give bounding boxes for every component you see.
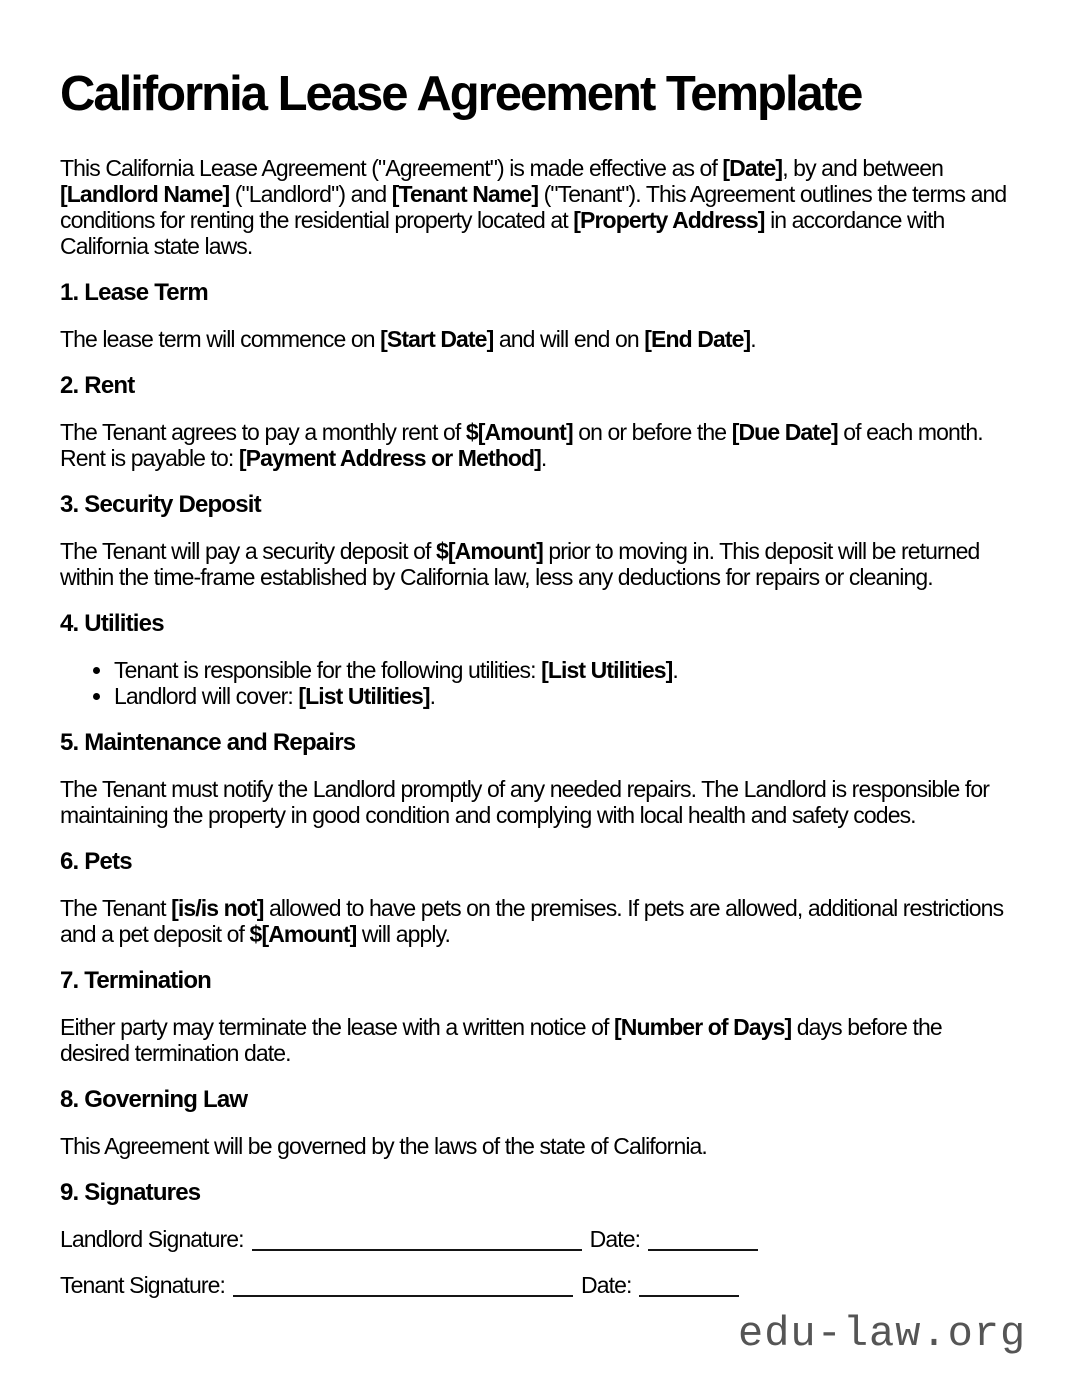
- signature-line: [252, 1249, 582, 1251]
- section-heading-security-deposit: 3. Security Deposit: [60, 491, 261, 518]
- signature-label: Tenant Signature:: [60, 1272, 225, 1298]
- intro-paragraph: This California Lease Agreement ("Agreement") is made effective as of [Date], by and between [Landlord Name] ("Landlord") and [Tenant Name] ("Tenant"). This Agreement outlines the terms and conditions for renting the residential property located at [Property Address] in accordance with California state laws.: [60, 155, 1007, 259]
- section-heading-lease-term: 1. Lease Term: [60, 279, 208, 306]
- signature-line: [233, 1295, 573, 1297]
- section-utilities: [60, 611, 1015, 709]
- section-heading-signatures: 9. Signatures: [60, 1179, 201, 1206]
- section-termination: [60, 968, 1015, 1066]
- section-paragraph: This Agreement will be governed by the laws of the state of California.: [60, 1133, 707, 1159]
- page-title: California Lease Agreement Template: [60, 67, 862, 121]
- section-signatures: [60, 1180, 1015, 1298]
- section-paragraph: The Tenant must notify the Landlord promptly of any needed repairs. The Landlord is responsible for maintaining the property in good condition and complying with local health and safety codes.: [60, 776, 990, 828]
- section-heading-rent: 2. Rent: [60, 372, 135, 399]
- bullet-list: [60, 657, 1015, 709]
- signature-row: [60, 1272, 1015, 1298]
- section-lease-term: [60, 280, 1015, 352]
- signature-row: [60, 1226, 1015, 1252]
- bullet-item: • Tenant is responsible for the following utilities: [List Utilities].: [114, 657, 1015, 683]
- section-paragraph: The Tenant will pay a security deposit of $[Amount] prior to moving in. This deposit will be returned within the time-frame established by California law, less any deductions for repairs or cleaning.: [60, 538, 980, 590]
- section-paragraph: The lease term will commence on [Start Date] and will end on [End Date].: [60, 326, 756, 352]
- section-heading-termination: 7. Termination: [60, 967, 212, 994]
- date-line: [648, 1249, 758, 1251]
- section-paragraph: The Tenant [is/is not] allowed to have pets on the premises. If pets are allowed, additional restrictions and a pet deposit of $[Amount] will apply.: [60, 895, 1004, 947]
- section-rent: [60, 373, 1015, 471]
- section-heading-governing-law: 8. Governing Law: [60, 1086, 248, 1113]
- bullet-item: • Landlord will cover: [List Utilities].: [114, 683, 1015, 709]
- section-heading-utilities: 4. Utilities: [60, 610, 164, 637]
- section-governing-law: [60, 1087, 1015, 1159]
- date-label: Date:: [589, 1226, 641, 1252]
- signature-label: Landlord Signature:: [60, 1226, 244, 1252]
- section-paragraph: Either party may terminate the lease with a written notice of [Number of Days] days before the desired termination date.: [60, 1014, 942, 1066]
- date-label: Date:: [581, 1272, 632, 1298]
- section-paragraph: The Tenant agrees to pay a monthly rent of $[Amount] on or before the [Due Date] of each month. Rent is payable to: [Payment Address or Method].: [60, 419, 983, 471]
- date-line: [639, 1295, 739, 1297]
- section-security-deposit: [60, 492, 1015, 590]
- section-maintenance-and-repairs: [60, 730, 1015, 828]
- section-heading-maintenance: 5. Maintenance and Repairs: [60, 729, 356, 756]
- section-pets: [60, 849, 1015, 947]
- watermark: edu-law.org: [738, 1310, 1027, 1358]
- section-heading-pets: 6. Pets: [60, 848, 132, 875]
